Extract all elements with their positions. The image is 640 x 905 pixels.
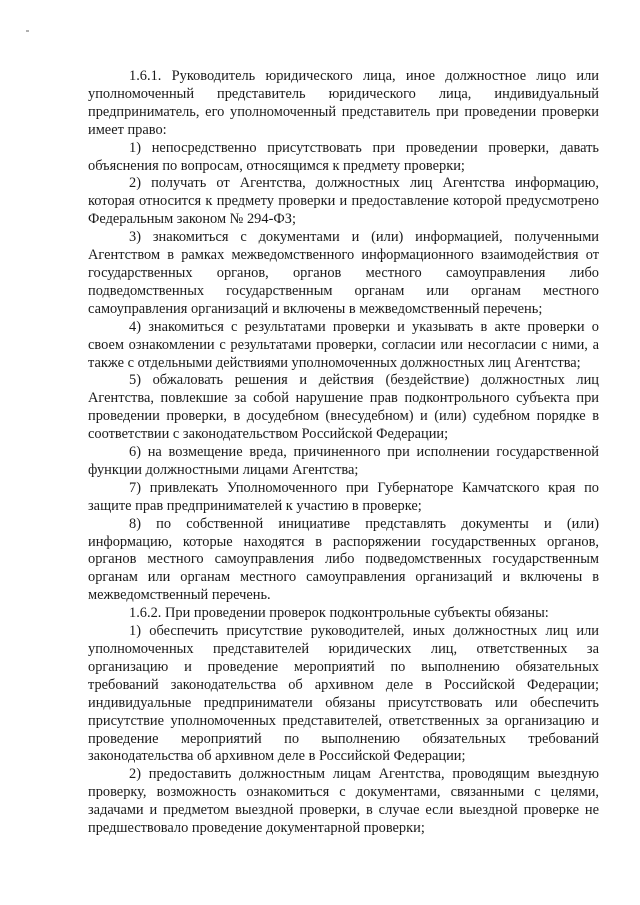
paragraph-right-8: 8) по собственной инициативе представлять документы и (или) информацию, которые находятся в распоряжении государственных органов, органов местного самоуправления либо подведомственных государственным органам или органам местного самоуправления организаций и включены в межведомственный перечень. [88, 515, 599, 604]
paragraph-right-2: 2) получать от Агентства, должностных лиц Агентства информацию, которая относится к предмету проверки и предоставление которой предусмотрено Федеральным законом № 294-ФЗ; [88, 175, 599, 228]
paragraph-right-5: 5) обжаловать решения и действия (бездействие) должностных лиц Агентства, повлекшие за собой нарушение прав подконтрольного субъекта при проведении проверки, в досудебном (внесудебном) и (или) судебном порядке в соответствии с законодательством Российской Федерации; [88, 372, 599, 443]
paragraph-right-6: 6) на возмещение вреда, причиненного при исполнении государственной функции должностными лицами Агентства; [88, 444, 599, 478]
document-page [88, 68, 599, 838]
paragraph-duty-2: 2) предоставить должностным лицам Агентства, проводящим выездную проверку, возможность ознакомиться с документами, связанными с целями, задачами и предметом выездной проверки, в случае если выездной проверке не предшествовало проведение документарной проверки; [88, 766, 599, 837]
paragraph-duty-1: 1) обеспечить присутствие руководителей, иных должностных лиц или уполномоченных представителей юридических лиц, ответственных за организацию и проведение мероприятий по выполнению обязательных требований законодательства об архивном деле в Российской Федерации; индивидуальные предприниматели обязаны присутствовать или обеспечить присутствие уполномоченных представителей, ответственных за организацию и проведение мероприятий по выполнению обязательных требований законодательства об архивном деле в Российской Федерации; [88, 623, 599, 765]
paragraph-right-4: 4) знакомиться с результатами проверки и указывать в акте проверки о своем ознакомлении с результатами проверки, согласии или несогласии с ними, а также с отдельными действиями уполномоченных должностных лиц Агентства; [88, 318, 599, 371]
scan-mark [26, 30, 29, 32]
paragraph-right-7: 7) привлекать Уполномоченного при Губернаторе Камчатского края по защите прав предпринимателей к участию в проверке; [88, 479, 599, 514]
paragraph-1-6-2: 1.6.2. При проведении проверок подконтрольные субъекты обязаны: [129, 605, 549, 622]
paragraph-right-3: 3) знакомиться с документами и (или) информацией, полученными Агентством в рамках межведомственного информационного взаимодействия от государственных органов, органов местного самоуправления либо подведомственных государственным органам или органам местного самоуправления организаций и включены в межведомственный перечень; [88, 229, 599, 317]
paragraph-1-6-1: 1.6.1. Руководитель юридического лица, иное должностное лицо или уполномоченный представитель юридического лица, индивидуальный предприниматель, его уполномоченный представитель при проведении проверки имеет право: [88, 68, 599, 138]
paragraph-right-1: 1) непосредственно присутствовать при проведении проверки, давать объяснения по вопросам, относящимся к предмету проверки; [88, 139, 599, 174]
